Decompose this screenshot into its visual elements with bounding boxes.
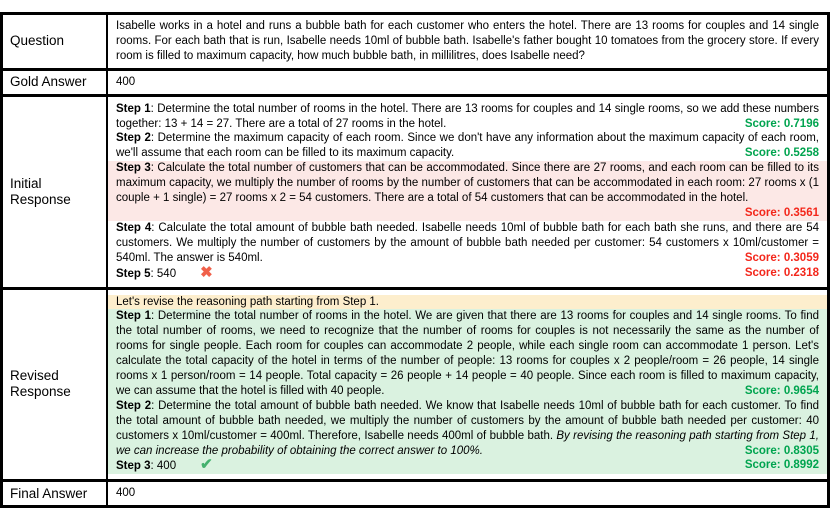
step-score: Score: 0.2318 [744,266,819,279]
initial-step-4 [108,221,827,266]
step-label: Step 4 [116,221,152,234]
revision-note: Let's revise the reasoning path starting from Step 1. [108,295,827,310]
initial-step-5 [108,263,827,282]
question-row [3,15,827,71]
step-score: Score: 0.8305 [744,444,819,457]
step-score: Score: 0.8992 [744,459,819,472]
step-score: Score: 0.3059 [744,251,819,264]
revised-response-row [3,290,827,483]
step-text: : Determine the total number of rooms in the hotel. We are given that there are 13 rooms for couples and 14 single rooms. To find the total number of rooms, we need to recognize that the number of rooms for couples is not necessarily the same as the number of rooms for single people. Each room for couples can accommodate 2 people, while each single room can accommodate 1 person. Let's calculate the total capacity of the hotel in terms of the number of people: 13 rooms for couples x 2 people/room = 26 people, 14 single rooms x 1 person/room = 14 people. Total capacity = 26 people + 14 people = 40 people. Since each room is filled to maximum capacity, we can assume that the hotel is filled with 40 people. [116,310,819,397]
row-label-final-answer: Final Answer [3,482,108,505]
row-label-initial-response: Initial Response [3,97,108,287]
row-label-gold-answer: Gold Answer [3,71,108,94]
revised-response-content [108,290,827,480]
step-text: : 400 [150,460,177,473]
step-label: Step 1 [116,310,151,323]
initial-step-3 [108,161,827,221]
revised-step-2 [108,399,827,459]
step-score: Score: 0.9654 [744,384,819,397]
step-text: : Calculate the total number of customers that can be accommodated. Since there are 27 rooms, and each room can be filled to its maximum capacity, we multiply the number of rooms by the number of customers that can be accommodated in each room: 27 rooms x (1 couple + 1 single) = 27 rooms x 2 = 54 customers. There are a total of 54 customers that can be accommodated in the hotel. [116,162,819,205]
step-text: : Calculate the total amount of bubble bath needed. Isabelle needs 10ml of bubble bath for each bath she runs, and there are 54 customers. We multiply the number of customers by the amount of bubble bath needed per customer: 54 customers x 10ml/customer = 540ml. The answer is 540ml. [116,221,819,264]
step-text: : Determine the total number of rooms in the hotel. There are 13 rooms for couples and 14 single rooms, so we add these numbers together: 13 + 14 = 27. There are a total of 27 rooms in the hotel. [116,102,819,130]
check-icon: ✔ [200,456,213,474]
step-score: Score: 0.7196 [744,117,819,130]
revised-step-1 [108,309,827,398]
gold-answer-value: 400 [116,75,136,88]
gold-answer-row [3,71,827,97]
step-label: Step 3 [116,460,151,473]
initial-step-1 [108,102,827,132]
evaluation-table [0,12,830,508]
step-score: Score: 0.3561 [744,206,819,219]
step-text: : Determine the total amount of bubble bath needed. We know that Isabelle needs 10ml of bubble bath for each customer. To find the total amount of bubble bath needed, we multiply the number of customers by the amount of bubble bath needed per customer: 40 customers x 10ml/customer = 400ml. Therefore, Isabelle needs 400ml of bubble bath. [116,399,819,442]
step-label: Step 2 [116,132,151,145]
question-text: Isabelle works in a hotel and runs a bubble bath for each customer who enters the hotel. There are 13 rooms for couples and 14 single rooms. For each bath that is run, Isabelle needs 10ml of bubble bath. Isabelle's father bought 10 tomatoes from the grocery store. If every room is filled to maximum capacity, how much bubble bath, in millilitres, does Isabelle need? [116,20,819,62]
step-label: Step 2 [116,399,152,412]
revised-step-3 [108,458,827,474]
row-label-question: Question [3,15,108,68]
step-label: Step 1 [116,102,151,115]
final-answer-row [3,482,827,505]
step-text-emphasis: By revising the reasoning path starting from Step 1, we can increase the probability of obtaining the correct answer to 100%. [116,429,819,457]
initial-response-content [108,97,827,287]
step-score: Score: 0.5258 [744,147,819,160]
initial-step-2 [108,131,827,161]
step-label: Step 3 [116,162,151,175]
cross-icon: ✖ [200,263,213,281]
row-label-revised-response: Revised Response [3,290,108,480]
step-text: : Determine the maximum capacity of each room. Since we don't have any information about the maximum capacity of each room, we'll assume that each room can be filled to its maximum capacity. [116,132,819,160]
step-text: : 540 [150,267,177,280]
final-answer-value: 400 [116,487,136,500]
step-label: Step 5 [116,267,151,280]
initial-response-row [3,97,827,290]
